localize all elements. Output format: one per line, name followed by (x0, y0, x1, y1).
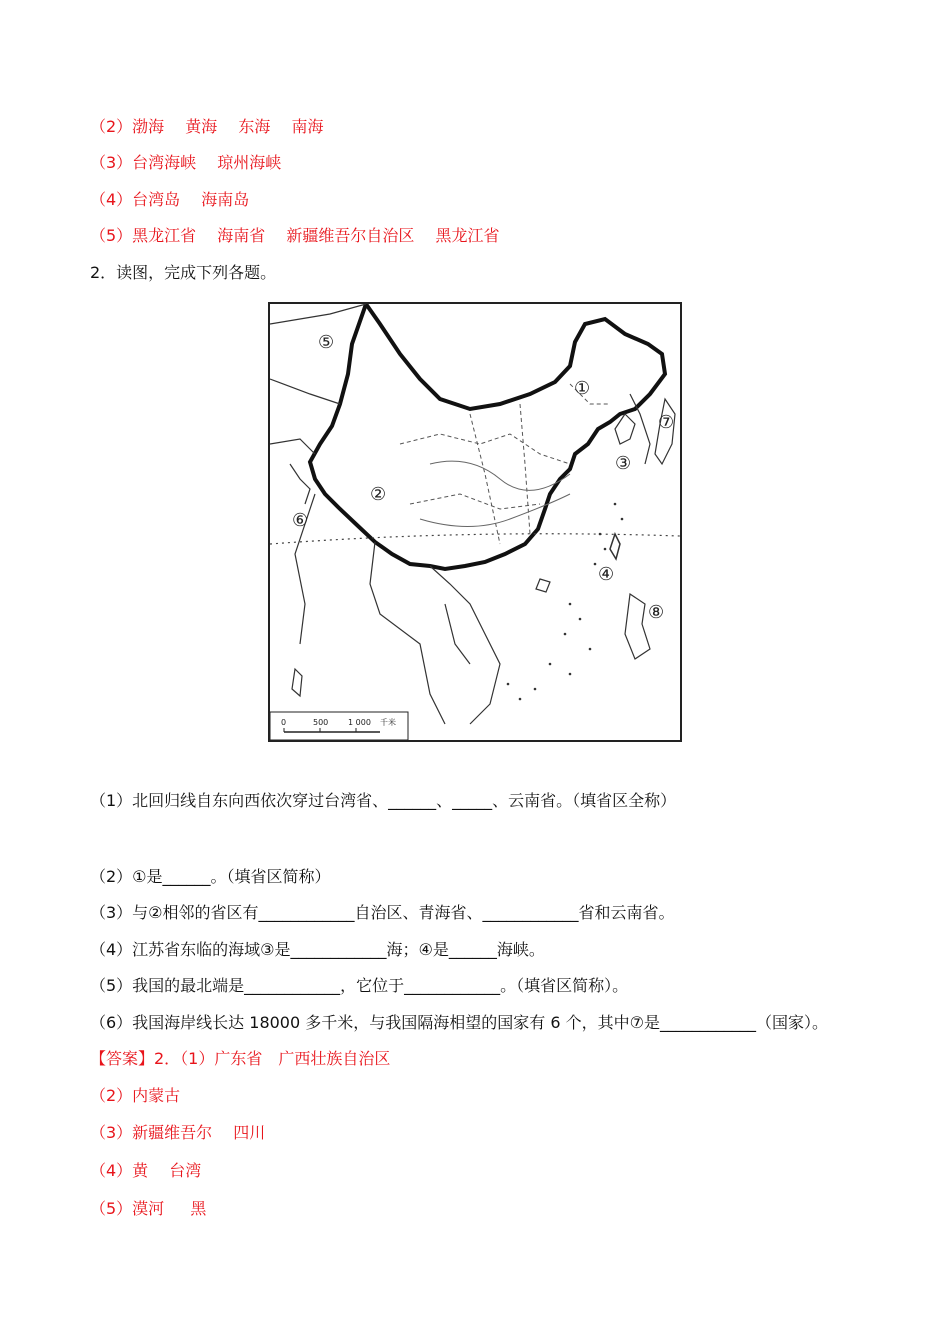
question-2-4: （4）江苏省东临的海域③是____________海；④是______海峡。 (90, 940, 545, 959)
scale-unit: 千米 (380, 718, 396, 727)
map-svg (270, 304, 680, 740)
question-2-title: 2．读图，完成下列各题。 (90, 263, 277, 282)
answer-2-4: （4）黄 台湾 (90, 1161, 202, 1180)
map-label-6: ⑥ (292, 510, 309, 531)
map-label-5: ⑤ (318, 332, 335, 353)
china-map-figure (268, 302, 682, 742)
question-2-6: （6）我国海岸线长达 18000 多千米，与我国隔海相望的国家有 6 个，其中⑦是____________（国家）。 (90, 1013, 828, 1032)
map-label-2: ② (370, 484, 387, 505)
answer-2-2: （2）内蒙古 (90, 1086, 181, 1105)
map-label-7: ⑦ (658, 412, 675, 433)
prev-answer-5: （5）黑龙江省 海南省 新疆维吾尔自治区 黑龙江省 (90, 226, 500, 245)
map-label-8: ⑧ (648, 602, 665, 623)
map-label-4: ④ (598, 564, 615, 585)
prev-answer-3: （3）台湾海峡 琼州海峡 (90, 153, 282, 172)
question-2-1: （1）北回归线自东向西依次穿过台湾省、______、_____、云南省。（填省区全称） (90, 791, 677, 810)
question-2-2: （2）①是______。（填省区简称） (90, 867, 331, 886)
map-label-3: ③ (615, 453, 632, 474)
scale-tick-500: 500 (313, 718, 329, 727)
scale-tick-1000: 1 000 (348, 718, 371, 727)
question-2-3: （3）与②相邻的省区有____________自治区、青海省、____________省和云南省。 (90, 903, 675, 922)
answer-2-1: 【答案】2．（1）广东省 广西壮族自治区 (90, 1049, 391, 1068)
prev-answer-4: （4）台湾岛 海南岛 (90, 190, 250, 209)
map-label-1: ① (574, 378, 591, 399)
national-border (310, 304, 665, 569)
scale-bar (270, 712, 408, 740)
prev-answer-2: （2）渤海 黄海 东海 南海 (90, 117, 324, 136)
answer-2-3: （3）新疆维吾尔 四川 (90, 1123, 266, 1142)
question-2-5: （5）我国的最北端是____________，它位于____________。（填省区简称）。 (90, 976, 629, 995)
answer-2-5: （5）漠河 黑 (90, 1199, 207, 1218)
scale-tick-0: 0 (281, 718, 287, 727)
